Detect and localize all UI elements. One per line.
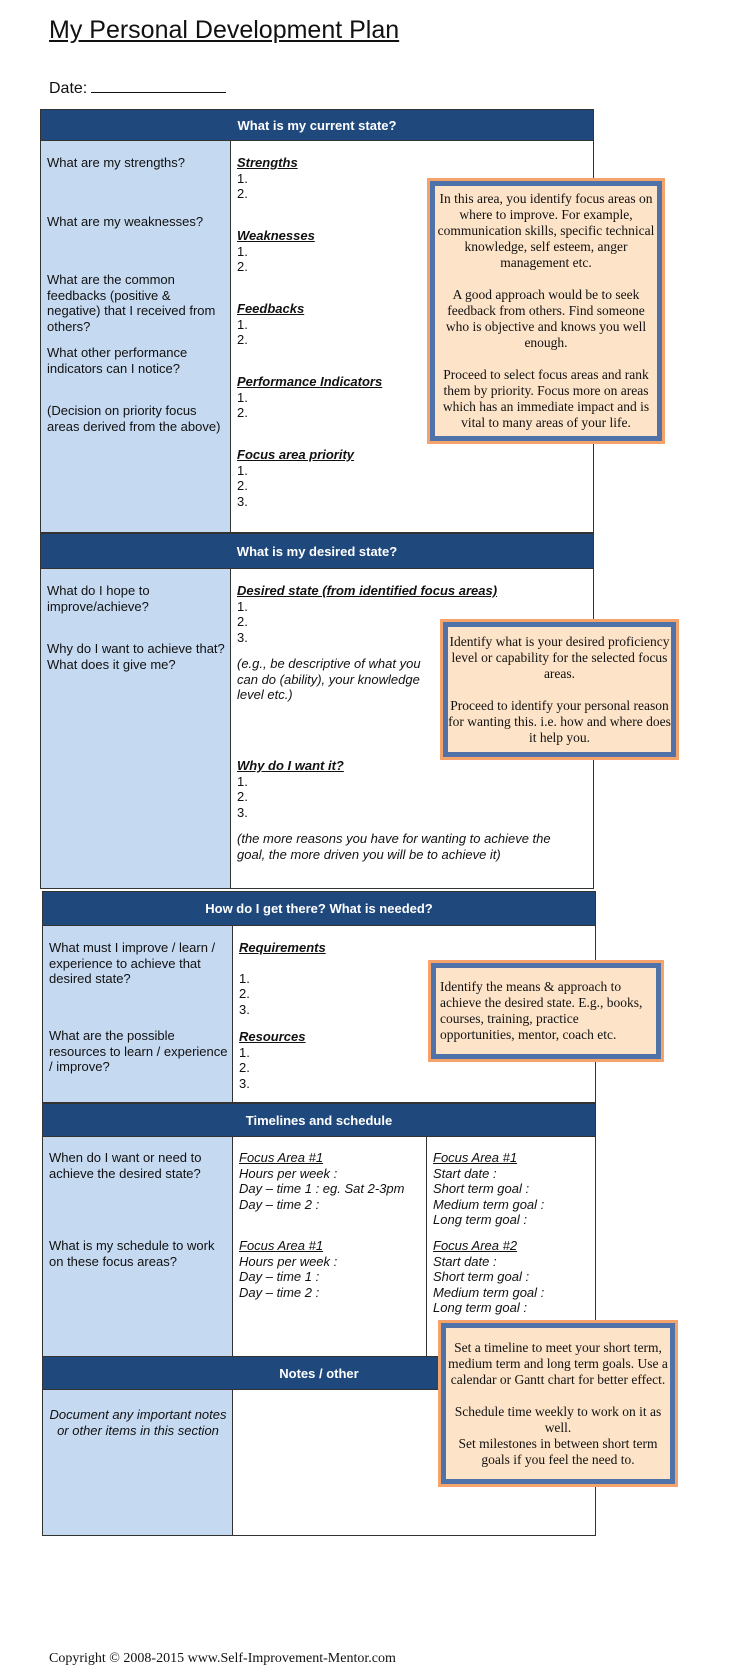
date-row xyxy=(49,78,226,98)
answer-heading: Desired state (from identified focus areas) xyxy=(237,583,498,598)
get-there-header: How do I get there? What is needed? xyxy=(43,892,595,926)
answer-performance-indicators xyxy=(237,374,382,421)
answer-heading: Resources xyxy=(239,1029,306,1044)
notes-header: Notes / other xyxy=(43,1357,595,1390)
answer-line[interactable]: Long term goal : xyxy=(433,1212,527,1227)
answer-heading: Focus Area #1 xyxy=(433,1150,518,1165)
question-must-improve: What must I improve / learn / experience to achieve that desired state? xyxy=(49,940,216,986)
answer-line[interactable]: 1. xyxy=(239,970,250,986)
question-hope-to-achieve: What do I hope to improve/achieve? xyxy=(47,583,150,614)
answer-line[interactable]: Day – time 2 : xyxy=(239,1196,320,1212)
answer-line[interactable]: Short term goal : xyxy=(433,1181,530,1196)
answer-feedbacks xyxy=(237,301,304,348)
tip-paragraph: Identify the means & approach to achieve the desired state. E.g., books, courses, training, practice opportunities, mentor, coach etc. xyxy=(440,979,643,1042)
answer-heading: Focus Area #2 xyxy=(433,1238,518,1253)
answer-resources xyxy=(239,1029,305,1091)
answer-why xyxy=(237,758,344,820)
page-title: My Personal Development Plan xyxy=(49,16,400,44)
answer-line[interactable]: 3. xyxy=(237,804,248,820)
answer-line[interactable]: 1. xyxy=(237,170,248,186)
notes-prompt: Document any important notes or other items in this section xyxy=(49,1407,227,1438)
tip-paragraph: In this area, you identify focus areas on where to improve. For example, communication skills, specific technical knowledge, self esteem, anger management etc. xyxy=(437,191,655,270)
answer-heading: Feedbacks xyxy=(237,301,305,316)
answer-heading: Why do I want it? xyxy=(237,758,344,773)
question-why-achieve: Why do I want to achieve that? What does it give me? xyxy=(47,641,225,672)
answer-heading: Focus Area #1 xyxy=(239,1150,324,1165)
answer-line[interactable]: 1. xyxy=(237,773,248,789)
desired-state-note: (e.g., be descriptive of what you can do (ability), your knowledge level etc.) xyxy=(237,656,421,702)
date-field[interactable] xyxy=(91,78,226,93)
question-schedule: What is my schedule to work on these focus areas? xyxy=(49,1238,215,1269)
answer-line[interactable]: Start date : xyxy=(433,1165,497,1181)
answer-line[interactable]: 2. xyxy=(237,332,248,347)
answer-weaknesses xyxy=(237,228,315,275)
question-performance-indicators: What other performance indicators can I notice? xyxy=(47,345,188,376)
schedule-block-1 xyxy=(239,1150,404,1212)
answer-line[interactable]: Day – time 1 : xyxy=(239,1269,320,1284)
tip-paragraph: Proceed to identify your personal reason for wanting this. i.e. how and where does it help you. xyxy=(448,697,671,745)
tip-paragraph: Schedule time weekly to work on it as well. Set milestones in between short term goals if you feel the need to. xyxy=(454,1403,662,1467)
desired-state-questions-column xyxy=(41,569,231,888)
timelines-header: Timelines and schedule xyxy=(43,1104,595,1137)
timelines-column-divider xyxy=(426,1137,427,1358)
why-note: (the more reasons you have for wanting to achieve the goal, the more driven you will be to achieve it) xyxy=(237,831,551,862)
question-weaknesses: What are my weaknesses? xyxy=(47,214,204,229)
answer-line[interactable]: 1. xyxy=(237,598,248,614)
tip-paragraph: Proceed to select focus areas and rank them by priority. Focus more on areas which has an immediate impact and is vital to many areas of your life. xyxy=(442,367,650,430)
answer-strengths xyxy=(237,155,298,202)
answer-line[interactable]: 1. xyxy=(237,462,248,478)
answer-line[interactable]: Day – time 1 : eg. Sat 2-3pm xyxy=(239,1181,405,1196)
answer-line[interactable]: 2. xyxy=(237,478,248,493)
current-state-tip-callout xyxy=(427,178,665,444)
answer-line[interactable]: 3. xyxy=(237,629,248,645)
tip-paragraph: Identify what is your desired proficiency level or capability for the selected focus areas. xyxy=(449,633,670,681)
answer-line[interactable]: 3. xyxy=(237,493,248,509)
answer-line[interactable]: 1. xyxy=(237,389,248,405)
answer-requirements xyxy=(239,940,326,1017)
answer-line[interactable]: Medium term goal : xyxy=(433,1196,545,1212)
answer-heading: Focus area priority xyxy=(237,447,355,462)
answer-focus-area-priority xyxy=(237,447,354,509)
answer-heading: Focus Area #1 xyxy=(239,1238,324,1253)
answer-line[interactable]: 2. xyxy=(237,789,248,804)
question-strengths: What are my strengths? xyxy=(47,155,185,170)
answer-line[interactable]: Long term goal : xyxy=(433,1300,527,1315)
copyright: Copyright © 2008-2015 www.Self-Improvement-Mentor.com xyxy=(49,1651,396,1666)
question-feedbacks: What are the common feedbacks (positive & negative) that I received from others? xyxy=(47,272,216,334)
current-state-questions-column xyxy=(41,141,231,532)
desired-state-header: What is my desired state? xyxy=(41,534,593,569)
answer-heading: Weaknesses xyxy=(237,228,315,243)
answer-line[interactable]: 1. xyxy=(239,1044,250,1060)
answer-heading: Strengths xyxy=(237,155,298,170)
goals-block-2 xyxy=(433,1238,544,1316)
answer-line[interactable]: Day – time 2 : xyxy=(239,1284,320,1300)
answer-line[interactable]: 2. xyxy=(239,986,250,1001)
tip-paragraph: A good approach would be to seek feedback from others. Find someone who is objective and knows you well enough. xyxy=(445,287,647,350)
desired-state-tip-callout xyxy=(440,619,679,760)
answer-line[interactable]: 3. xyxy=(239,1001,250,1017)
current-state-header: What is my current state? xyxy=(41,110,593,141)
schedule-block-2 xyxy=(239,1238,337,1300)
answer-line[interactable]: 2. xyxy=(237,405,248,420)
timelines-tip-callout xyxy=(438,1320,678,1487)
goals-block-1 xyxy=(433,1150,544,1228)
answer-line[interactable]: Short term goal : xyxy=(433,1269,530,1284)
answer-line[interactable]: Medium term goal : xyxy=(433,1284,545,1300)
get-there-tip-callout xyxy=(428,960,664,1062)
answer-line[interactable]: Hours per week : xyxy=(239,1165,338,1181)
question-when: When do I want or need to achieve the desired state? xyxy=(49,1150,202,1181)
answer-line[interactable]: 2. xyxy=(237,259,248,274)
answer-line[interactable]: 3. xyxy=(239,1075,250,1091)
date-label: Date: xyxy=(49,80,88,97)
answer-line[interactable]: 2. xyxy=(239,1060,250,1075)
question-resources: What are the possible resources to learn / experience / improve? xyxy=(49,1028,228,1074)
answer-line[interactable]: 1. xyxy=(237,243,248,259)
answer-line[interactable]: Start date : xyxy=(433,1253,497,1269)
answer-heading: Requirements xyxy=(239,940,326,955)
answer-line[interactable]: Hours per week : xyxy=(239,1253,338,1269)
answer-line[interactable]: 2. xyxy=(237,186,248,201)
tip-paragraph: Set a timeline to meet your short term, medium term and long term goals. Use a calendar or Gantt chart for better effect. xyxy=(448,1339,668,1387)
answer-line[interactable]: 1. xyxy=(237,316,248,332)
answer-heading: Performance Indicators xyxy=(237,374,383,389)
answer-line[interactable]: 2. xyxy=(237,614,248,629)
question-priority-decision: (Decision on priority focus areas derived from the above) xyxy=(47,403,221,434)
